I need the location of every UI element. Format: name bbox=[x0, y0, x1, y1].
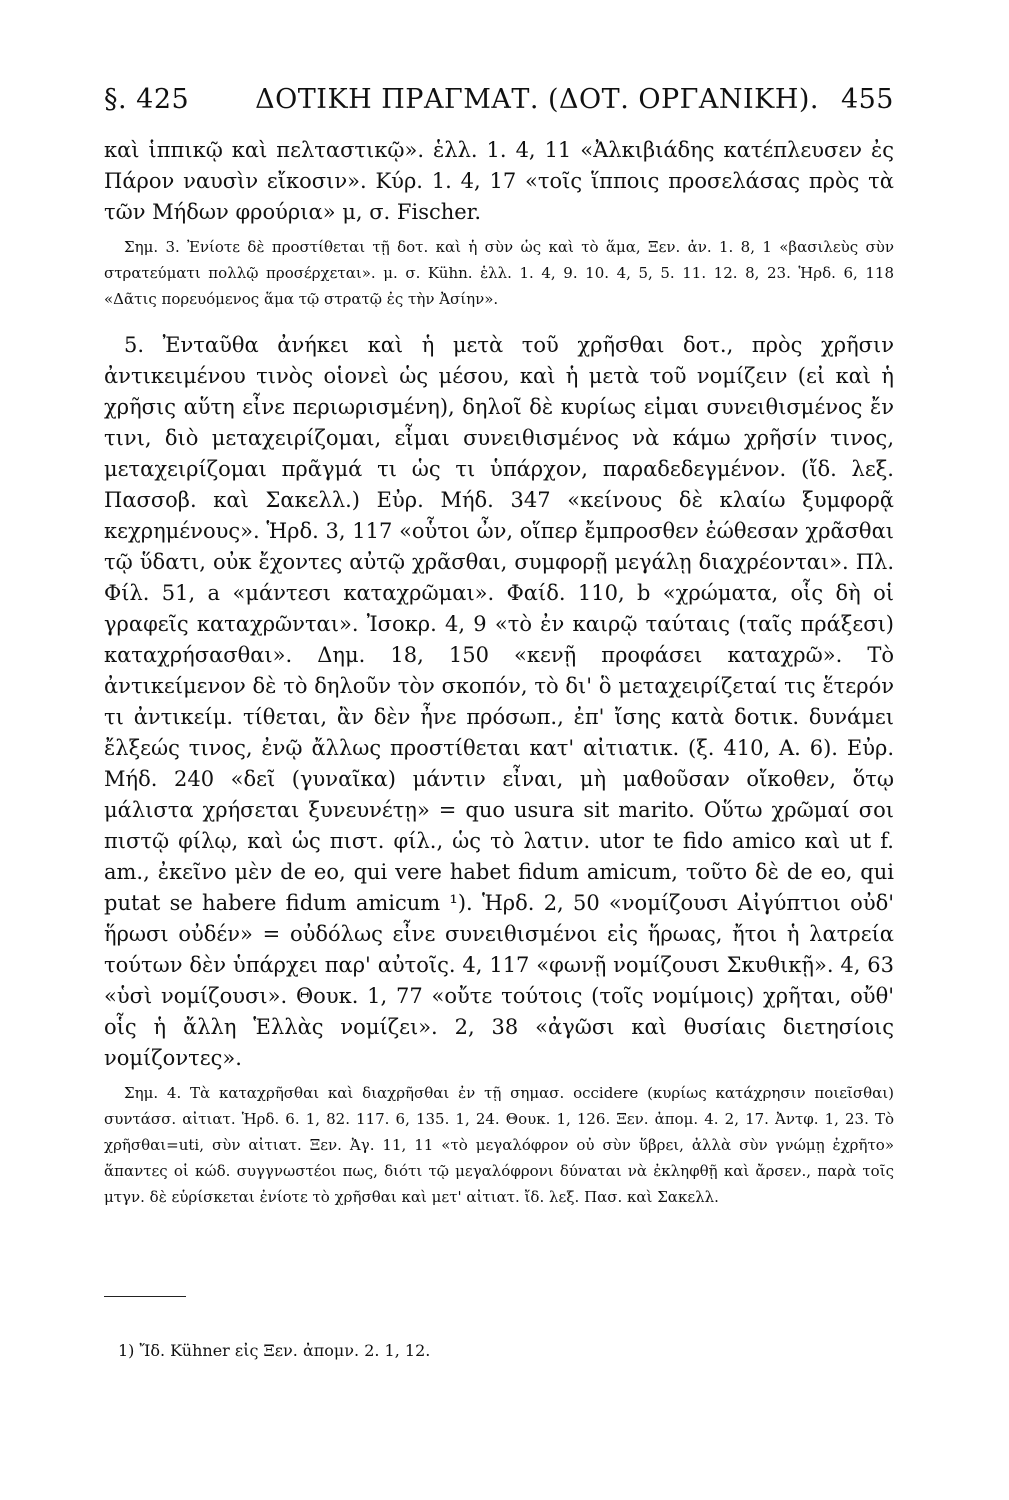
note-3: Σημ. 3. Ἐνίοτε δὲ προστίθεται τῇ δοτ. καὶ ἡ σὺν ὡς καὶ τὸ ἅμα, Ξεν. ἀν. 1. 8, 1 «βασιλεὺς σὺν στρατεύματι πολλῷ προσέρχεται». μ. σ. Kühn. ἑλλ. 1. 4, 9. 10. 4, 5, 5. 11. 12. 8, 23. Ἡρδ. 6, 118 «Δᾶτις πορευόμενος ἅμα τῷ στρατῷ ἐς τὴν Ἀσίην». bbox=[104, 238, 894, 308]
footnote-rule bbox=[104, 1296, 186, 1297]
paragraph-5: 5. Ἐνταῦθα ἀνήκει καὶ ἡ μετὰ τοῦ χρῆσθαι δοτ., πρὸς χρῆσιν ἀντικειμένου τινὸς οἱονεὶ ὡς μέσου, καὶ ἡ μετὰ τοῦ νομίζειν (εἰ καὶ ἡ χρῆσις αὕτη εἶνε περιωρισμένη), δηλοῖ δὲ κυρίως εἰμαι συνειθισμένος ἔν τινι, διὸ μεταχειρίζομαι, εἶμαι συνειθισμένος νὰ κάμω χρῆσίν τινος, μεταχειρίζομαι πρᾶγμά τι ὡς τι ὑπάρχον, παραδεδεγμένον. (ἴδ. λεξ. Πασσοβ. καὶ Σακελλ.) Εὐρ. Μήδ. 347 «κείνους δὲ κλαίω ξυμφορᾷ κεχρημένους». Ἡρδ. 3, 117 «οὗτοι ὦν, οἵπερ ἔμπροσθεν ἐώθεσαν χρᾶσθαι τῷ ὕδατι, οὐκ ἔχοντες αὐτῷ χρᾶσθαι, συμφορῇ μεγάλῃ διαχρέονται». Πλ. Φίλ. 51, a «μάντεσι καταχρῶμαι». Φαίδ. 110, b «χρώματα, οἷς δὴ οἱ γραφεῖς καταχρῶνται». Ἰσοκρ. 4, 9 «τὸ ἐν καιρῷ ταύταις (ταῖς πράξεσι) καταχρήσασθαι». Δημ. 18, 150 «κενῇ προφάσει καταχρῶ». Τὸ ἀντικείμενον δὲ τὸ δηλοῦν τὸν σκοπόν, τὸ δι' ὃ μεταχειρίζεταί τις ἕτερόν τι ἀντικείμ. τίθεται, ἂν δὲν ἦνε πρόσωπ., ἐπ' ἴσης κατὰ δοτικ. δυνάμει ἔλξεώς τινος, ἐνῷ ἄλλως προστίθεται κατ' αἰτιατικ. (ξ. 410, Α. 6). Εὐρ. Μήδ. 240 «δεῖ (γυναῖκα) μάντιν εἶναι, μὴ μαθοῦσαν οἴκοθεν, ὅτῳ μάλιστα χρήσεται ξυνευνέτῃ» = quo usura sit marito. Οὕτω χρῶμαί σοι πιστῷ φίλῳ, καὶ ὡς πιστ. φίλ., ὡς τὸ λατιν. utor te fido amico καὶ ut f. am., ἐκεῖνο μὲν de eo, qui vere habet fidum amicum, τοῦτο δὲ de eo, qui putat se habere fidum amicum ¹). Ἡρδ. 2, 50 «νομίζουσι Αἰγύπτιοι οὐδ' ἥρωσι οὐδέν» = οὐδόλως εἶνε συνειθισμένοι εἰς ἥρωας, ἤτοι ἡ λατρεία τούτων δὲν ὑπάρχει παρ' αὐτοῖς. 4, 117 «φωνῇ νομίζουσι Σκυθικῇ». 4, 63 «ὑσὶ νομίζουσι». Θουκ. 1, 77 «οὔτε τούτοις (τοῖς νομίμοις) χρῆται, οὔθ' οἷς ἡ ἄλλη Ἑλλὰς νομίζει». 2, 38 «ἀγῶσι καὶ θυσίαις διετησίοις νομίζοντες». bbox=[104, 333, 894, 1070]
page-number: 455 bbox=[840, 84, 894, 115]
footnote: 1) Ἴδ. Kühner εἰς Ξεν. ἀπομν. 2. 1, 12. bbox=[118, 1341, 431, 1360]
paragraph-continuation: καὶ ἱππικῷ καὶ πελταστικῷ». ἑλλ. 1. 4, 11 «Ἀλκιβιάδης κατέπλευσεν ἐς Πάρον ναυσὶν εἴκοσιν». Κύρ. 1. 4, 17 «τοῖς ἵπποις προσελάσας πρὸς τὰ τῶν Μήδων φρούρια» μ, σ. Fischer. bbox=[104, 138, 894, 224]
note-4: Σημ. 4. Τὰ καταχρῆσθαι καὶ διαχρῆσθαι ἐν τῇ σημασ. occidere (κυρίως κατάχρησιν ποιεῖσθαι) συντάσσ. αἰτιατ. Ἡρδ. 6. 1, 82. 117. 6, 135. 1, 24. Θουκ. 1, 126. Ξεν. ἀπομ. 4. 2, 17. Ἀντφ. 1, 23. Τὸ χρῆσθαι=uti, σὺν αἰτιατ. Ξεν. Ἀγ. 11, 11 «τὸ μεγαλόφρον οὐ σὺν ὕβρει, ἀλλὰ σὺν γνώμῃ ἐχρῆτο» ἅπαντες οἱ κώδ. συγγνωστέοι πως, διότι τῷ μεγαλόφρονι δύναται νὰ ἐκληφθῇ καὶ ἄρσεν., παρὰ τοῖς μτγν. δὲ εὑρίσκεται ἐνίοτε τὸ χρῆσθαι καὶ μετ' αἰτιατ. ἴδ. λεξ. Πασ. καὶ Σακελλ. bbox=[104, 1084, 894, 1206]
page-header bbox=[104, 84, 894, 115]
book-page bbox=[104, 84, 894, 1360]
running-title: ΔΟΤΙΚΗ ΠΡΑΓΜΑΤ. (ΔΟΤ. ΟΡΓΑΝΙΚΗ). bbox=[255, 84, 820, 115]
section-number: §. 425 bbox=[104, 84, 190, 115]
